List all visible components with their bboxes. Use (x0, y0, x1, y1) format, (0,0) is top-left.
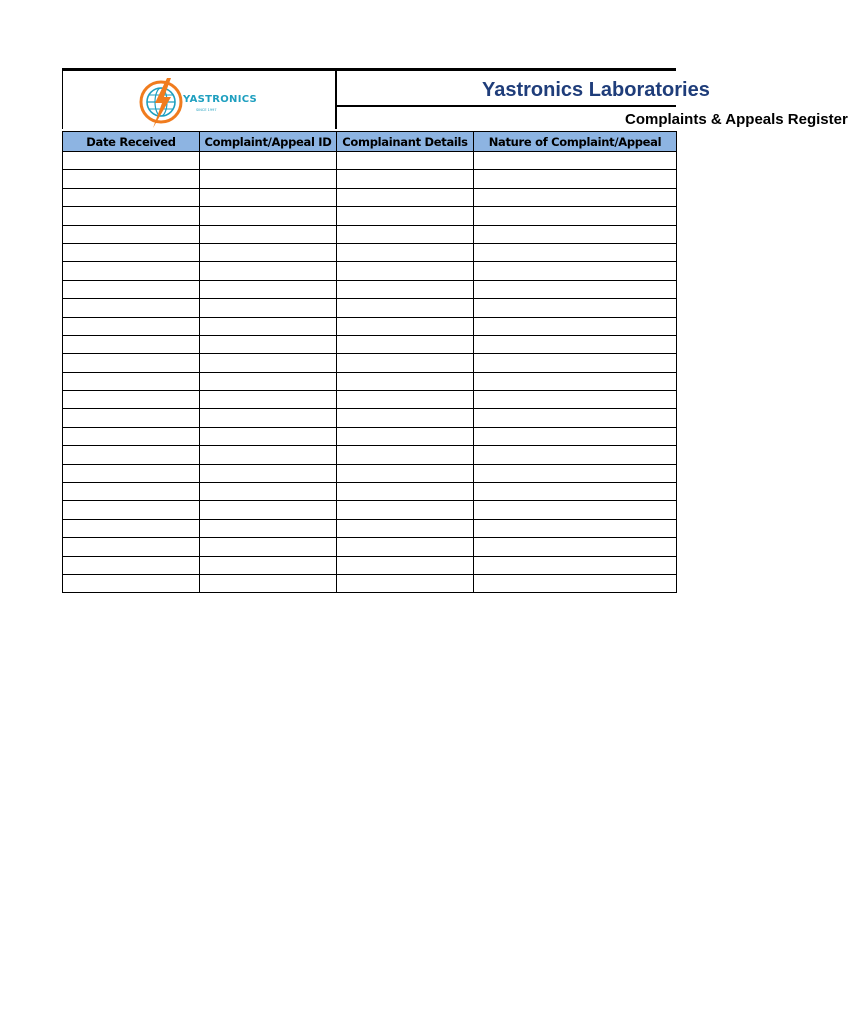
table-cell[interactable] (337, 409, 474, 427)
table-row (63, 280, 677, 298)
table-cell[interactable] (200, 170, 337, 188)
table-row (63, 243, 677, 261)
table-cell[interactable] (337, 299, 474, 317)
table-cell[interactable] (474, 280, 677, 298)
table-cell[interactable] (337, 556, 474, 574)
table-cell[interactable] (200, 464, 337, 482)
table-cell[interactable] (474, 519, 677, 537)
table-cell[interactable] (474, 556, 677, 574)
table-cell[interactable] (474, 170, 677, 188)
table-cell[interactable] (474, 427, 677, 445)
table-cell[interactable] (200, 243, 337, 261)
table-cell[interactable] (474, 372, 677, 390)
table-cell[interactable] (474, 262, 677, 280)
table-row (63, 170, 677, 188)
table-row (63, 556, 677, 574)
table-cell[interactable] (474, 152, 677, 170)
table-cell[interactable] (337, 391, 474, 409)
table-cell[interactable] (63, 483, 200, 501)
table-cell[interactable] (200, 188, 337, 206)
table-cell[interactable] (200, 280, 337, 298)
column-header-complainant-details: Complainant Details (337, 132, 474, 152)
table-cell[interactable] (200, 409, 337, 427)
table-row (63, 207, 677, 225)
brand-tagline: SINCE 1997 (196, 108, 217, 112)
table-cell[interactable] (63, 519, 200, 537)
table-cell[interactable] (337, 519, 474, 537)
table-cell[interactable] (337, 188, 474, 206)
table-cell[interactable] (63, 299, 200, 317)
table-cell[interactable] (63, 372, 200, 390)
table-cell[interactable] (63, 207, 200, 225)
table-row (63, 299, 677, 317)
table-cell[interactable] (200, 225, 337, 243)
table-cell[interactable] (200, 152, 337, 170)
column-header-row (63, 132, 677, 152)
table-cell[interactable] (63, 280, 200, 298)
table-cell[interactable] (63, 225, 200, 243)
table-cell[interactable] (200, 335, 337, 353)
table-cell[interactable] (200, 446, 337, 464)
table-cell[interactable] (200, 427, 337, 445)
table-cell[interactable] (474, 501, 677, 519)
table-cell[interactable] (474, 335, 677, 353)
table-cell[interactable] (63, 243, 200, 261)
table-cell[interactable] (200, 556, 337, 574)
table-cell[interactable] (474, 538, 677, 556)
table-cell[interactable] (337, 372, 474, 390)
table-row (63, 354, 677, 372)
table-cell[interactable] (63, 170, 200, 188)
register-title-cell (337, 109, 848, 131)
table-cell[interactable] (337, 354, 474, 372)
table-row (63, 427, 677, 445)
table-cell[interactable] (337, 317, 474, 335)
table-cell[interactable] (63, 556, 200, 574)
table-row (63, 538, 677, 556)
table-cell[interactable] (63, 427, 200, 445)
table-row (63, 372, 677, 390)
table-cell[interactable] (337, 243, 474, 261)
sheet-header (62, 68, 848, 131)
table-row (63, 262, 677, 280)
table-cell[interactable] (474, 243, 677, 261)
table-cell[interactable] (474, 483, 677, 501)
table-cell[interactable] (200, 574, 337, 592)
table-cell[interactable] (200, 538, 337, 556)
table-row (63, 446, 677, 464)
table-cell[interactable] (63, 262, 200, 280)
table-cell[interactable] (63, 354, 200, 372)
table-row (63, 391, 677, 409)
table-cell[interactable] (63, 335, 200, 353)
table-cell[interactable] (337, 262, 474, 280)
table-cell[interactable] (474, 391, 677, 409)
table-cell[interactable] (200, 262, 337, 280)
register-sheet (62, 68, 848, 593)
table-row (63, 317, 677, 335)
table-cell[interactable] (63, 152, 200, 170)
table-cell[interactable] (474, 354, 677, 372)
table-cell[interactable] (337, 280, 474, 298)
table-row (63, 483, 677, 501)
register-table (62, 131, 677, 593)
table-cell[interactable] (200, 207, 337, 225)
globe-lightning-icon (137, 76, 189, 128)
table-cell[interactable] (337, 483, 474, 501)
table-cell[interactable] (200, 372, 337, 390)
table-row (63, 409, 677, 427)
table-cell[interactable] (200, 483, 337, 501)
table-cell[interactable] (63, 446, 200, 464)
table-cell[interactable] (63, 538, 200, 556)
table-cell[interactable] (63, 574, 200, 592)
table-row (63, 501, 677, 519)
table-cell[interactable] (337, 170, 474, 188)
column-header-nature: Nature of Complaint/Appeal (474, 132, 677, 152)
table-cell[interactable] (474, 464, 677, 482)
table-row (63, 152, 677, 170)
table-cell[interactable] (337, 538, 474, 556)
company-title: Yastronics Laboratories (482, 79, 710, 101)
company-title-cell (337, 71, 710, 107)
table-row (63, 574, 677, 592)
table-cell[interactable] (337, 501, 474, 519)
table-cell[interactable] (63, 501, 200, 519)
table-cell[interactable] (474, 188, 677, 206)
table-cell[interactable] (337, 464, 474, 482)
register-title: Complaints & Appeals Register (625, 111, 848, 128)
table-cell[interactable] (63, 464, 200, 482)
table-row (63, 464, 677, 482)
table-cell[interactable] (63, 317, 200, 335)
table-cell[interactable] (200, 501, 337, 519)
table-cell[interactable] (337, 152, 474, 170)
table-cell[interactable] (337, 335, 474, 353)
brand-name: YASTRONICS (183, 94, 258, 105)
table-cell[interactable] (63, 409, 200, 427)
table-cell[interactable] (337, 225, 474, 243)
table-row (63, 188, 677, 206)
table-cell[interactable] (200, 299, 337, 317)
column-header-complaint-id: Complaint/Appeal ID (200, 132, 337, 152)
table-cell[interactable] (337, 427, 474, 445)
table-cell[interactable] (474, 574, 677, 592)
table-cell[interactable] (200, 317, 337, 335)
table-cell[interactable] (63, 188, 200, 206)
table-row (63, 225, 677, 243)
table-cell[interactable] (337, 207, 474, 225)
table-cell[interactable] (474, 207, 677, 225)
table-cell[interactable] (474, 225, 677, 243)
table-cell[interactable] (474, 317, 677, 335)
table-row (63, 519, 677, 537)
table-cell[interactable] (474, 299, 677, 317)
table-cell[interactable] (337, 446, 474, 464)
logo-cell (62, 71, 337, 129)
register-rows (63, 152, 677, 593)
table-cell[interactable] (474, 446, 677, 464)
table-row (63, 335, 677, 353)
table-cell[interactable] (200, 354, 337, 372)
table-cell[interactable] (200, 391, 337, 409)
table-cell[interactable] (474, 409, 677, 427)
column-header-date-received: Date Received (63, 132, 200, 152)
table-cell[interactable] (63, 391, 200, 409)
table-cell[interactable] (200, 519, 337, 537)
table-cell[interactable] (337, 574, 474, 592)
company-logo (137, 76, 257, 128)
